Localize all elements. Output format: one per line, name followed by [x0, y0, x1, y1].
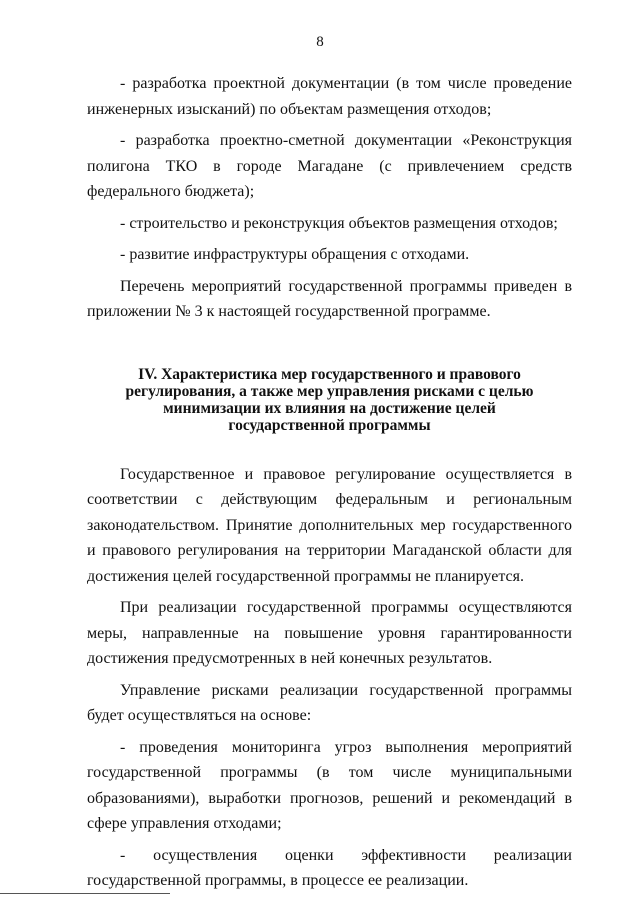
body-paragraph: Управление рисками реализации государственной программы будет осуществляться на основе: — [87, 681, 572, 724]
page-number: 8 — [316, 34, 324, 50]
footer-rule — [0, 893, 170, 894]
bullet-paragraph: - проведения мониторинга угроз выполнения мероприятий государственной программы (в том числе муниципальными образованиями), выработки прогнозов, решений и рекомендаций в сфере управления отходами; — [87, 738, 572, 832]
heading-line: государственной программы — [228, 416, 431, 434]
body-paragraph: Государственное и правовое регулирование осуществляется в соответствии с действующим федеральным и региональным законодательством. Принятие дополнительных мер государственного и правового регулирования на территории Магаданской области для достижения целей государственной программы не планируется. — [87, 465, 572, 585]
section-top-paragraphs — [87, 71, 572, 325]
heading-line: IV. Характеристика мер государственного и правового — [138, 365, 521, 383]
body-paragraph: При реализации государственной программы осуществляются меры, направленные на повышение уровня гарантированности достижения предусмотренных в ней конечных результатов. — [87, 599, 572, 667]
body-paragraph: Перечень мероприятий государственной программы приведен в приложении № 3 к настоящей государственной программе. — [87, 277, 572, 320]
bullet-paragraph: - строительство и реконструкция объектов размещения отходов; — [120, 214, 558, 232]
bullet-paragraph: - разработка проектно-сметной документации «Реконструкция полигона ТКО в городе Магадане (с привлечением средств федерального бюджета); — [87, 132, 572, 200]
section-heading — [87, 366, 572, 434]
section-bottom-paragraphs — [87, 462, 572, 894]
heading-line: минимизации их влияния на достижение целей — [163, 399, 496, 417]
bullet-paragraph: - осуществления оценки эффективности реализации государственной программы, в процессе ее реализации. — [87, 846, 572, 889]
heading-line: регулирования, а также мер управления рисками с целью — [125, 382, 534, 400]
bullet-paragraph: - развитие инфраструктуры обращения с отходами. — [120, 246, 470, 263]
bullet-paragraph: - разработка проектной документации (в том числе проведение инженерных изысканий) по объектам размещения отходов; — [87, 75, 572, 118]
document-body — [87, 71, 572, 900]
